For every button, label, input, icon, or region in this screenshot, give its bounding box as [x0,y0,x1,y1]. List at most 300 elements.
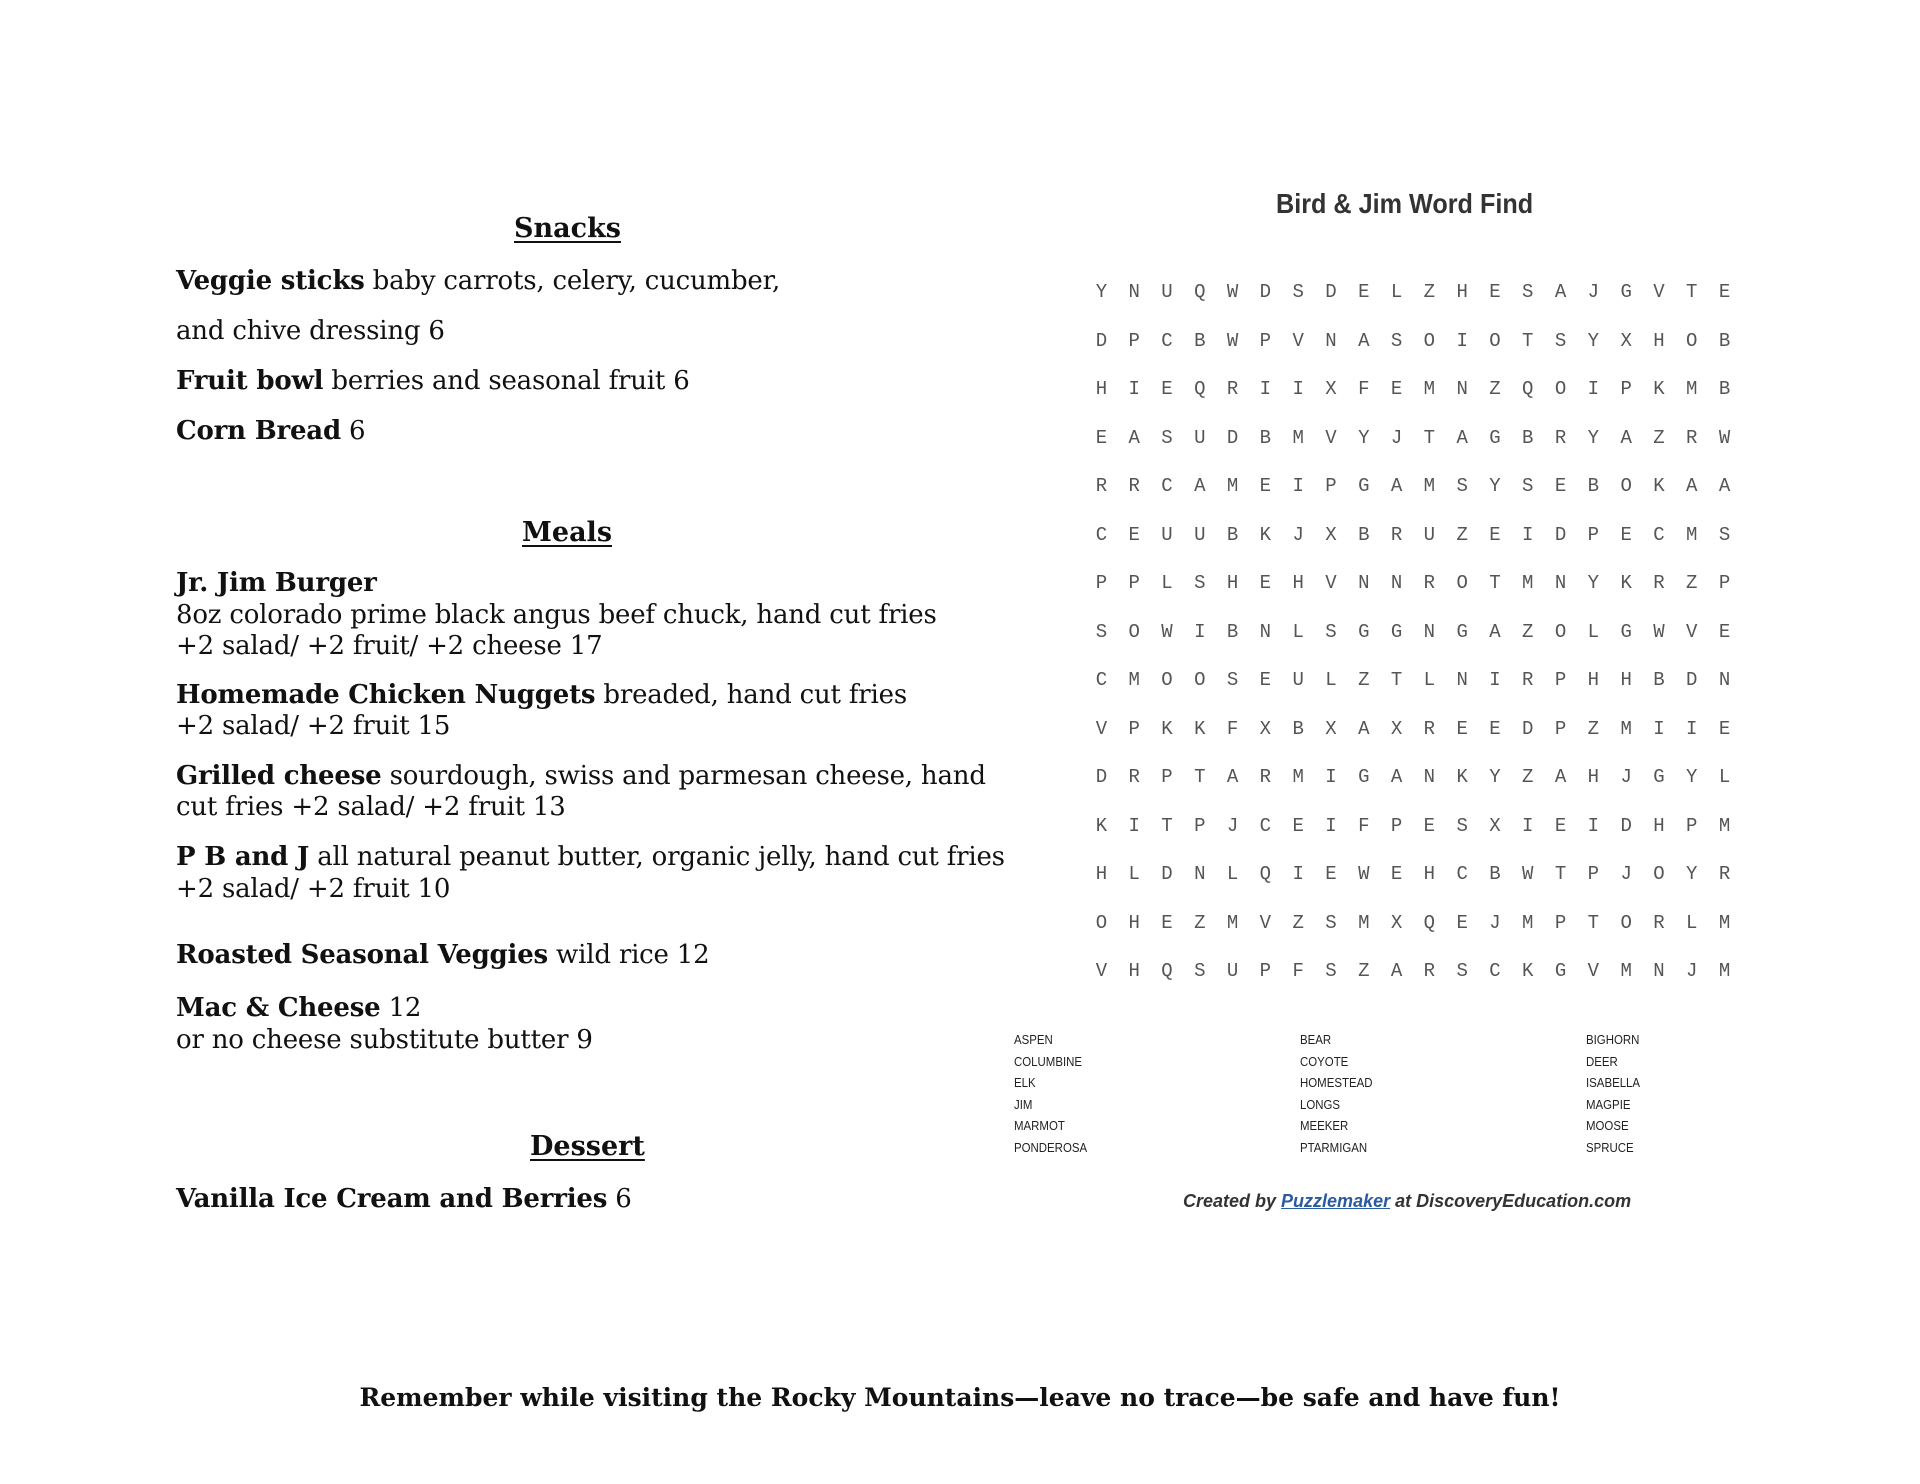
grid-letter: U [1161,523,1173,546]
grid-letter: J [1390,426,1403,449]
grid-letter: L [1292,620,1304,643]
grid-letter: B [1587,475,1600,497]
grid-letter: S [1095,620,1108,643]
word-list-item: PONDEROSA [1014,1140,1088,1155]
word-list-item: JIM [1014,1096,1033,1112]
grid-letter: D [1161,863,1173,885]
grid-letter: T [1161,814,1173,837]
grid-letter: Y [1587,572,1600,594]
grid-letter: P [1620,378,1632,400]
word-list-item: ISABELLA [1586,1075,1641,1091]
grid-letter: R [1423,572,1436,594]
grid-letter: K [1620,572,1632,594]
grid-letter: A [1489,620,1501,643]
grid-letter: H [1587,766,1600,788]
grid-letter: A [1686,475,1698,497]
grid-letter: P [1587,523,1600,546]
grid-letter: N [1423,620,1436,643]
grid-letter: B [1226,620,1239,643]
grid-letter: O [1423,329,1436,352]
grid-letter: B [1292,717,1304,740]
grid-letter: O [1194,669,1206,691]
grid-letter: P [1128,717,1140,740]
menu-item-pbj-extras: +2 salad/ +2 fruit 10 [176,874,451,904]
grid-letter: G [1620,620,1632,643]
grid-letter: Z [1292,911,1304,934]
menu-item-jr-jim-burger: Jr. Jim Burger [176,568,377,598]
grid-row [1085,960,1741,990]
grid-letter: D [1325,281,1337,303]
grid-row [1085,524,1741,554]
grid-letter: U [1161,281,1173,303]
word-list-item: ASPEN [1014,1032,1053,1047]
grid-letter: B [1194,329,1206,352]
grid-letter: Z [1522,620,1534,643]
grid-letter: M [1423,475,1436,497]
grid-row [1085,475,1741,505]
grid-letter: E [1489,523,1501,546]
grid-letter: X [1325,523,1337,546]
grid-letter: B [1522,426,1534,449]
menu-item-mac-alt: or no cheese substitute butter 9 [176,1025,593,1055]
grid-letter: Y [1686,766,1698,788]
grid-letter: E [1292,814,1304,837]
grid-letter: O [1128,620,1140,643]
grid-letter: E [1554,475,1567,497]
menu-item-burger-desc: 8oz colorado prime black angus beef chuck, hand cut fries [176,600,937,630]
menu-item-chicken-nuggets [176,680,907,711]
grid-letter: E [1489,717,1501,740]
grid-letter: G [1358,620,1370,643]
word-list-item: COLUMBINE [1014,1053,1083,1069]
word-list-item: MOOSE [1586,1118,1629,1134]
grid-letter: M [1620,717,1632,740]
grid-letter: M [1226,911,1239,934]
grid-letter: Y [1686,863,1698,885]
grid-row [1085,281,1741,311]
word-list-item: MARMOT [1014,1118,1065,1134]
grid-letter: L [1226,863,1239,885]
grid-letter: R [1653,572,1665,594]
grid-letter: J [1226,814,1239,837]
grid-letter: R [1095,475,1108,497]
grid-letter: I [1128,814,1140,837]
grid-letter: L [1128,863,1140,885]
grid-letter: B [1718,378,1731,400]
grid-row [1085,572,1741,602]
grid-letter: Z [1587,717,1600,740]
grid-letter: A [1358,329,1370,352]
grid-letter: I [1587,378,1600,400]
item-name: Homemade Chicken Nuggets [176,680,596,710]
grid-letter: P [1128,329,1140,352]
grid-letter: A [1390,475,1403,497]
grid-letter: W [1358,863,1370,885]
grid-letter: E [1718,620,1731,643]
grid-letter: W [1226,329,1239,352]
grid-letter: S [1226,669,1239,691]
grid-letter: W [1653,620,1665,643]
grid-letter: P [1554,911,1567,934]
grid-letter: Q [1423,911,1436,934]
grid-letter: E [1489,281,1501,303]
grid-letter: L [1423,669,1436,691]
item-desc: breaded, hand cut fries [595,680,907,710]
grid-letter: V [1095,960,1108,982]
grid-letter: G [1653,766,1665,788]
grid-letter: S [1325,960,1337,982]
grid-letter: H [1653,814,1665,837]
word-list-item: HOMESTEAD [1300,1075,1373,1091]
grid-letter: S [1554,329,1567,352]
grid-letter: T [1686,281,1698,303]
word-list-item: SPRUCE [1586,1140,1634,1155]
grid-letter: Y [1489,475,1501,497]
grid-letter: S [1325,911,1337,934]
grid-letter: S [1456,475,1468,497]
grid-letter: R [1390,523,1403,546]
grid-letter: P [1686,814,1698,837]
grid-letter: O [1620,475,1632,497]
grid-letter: Y [1587,329,1600,352]
grid-letter: K [1522,960,1534,982]
grid-letter: E [1325,863,1337,885]
grid-letter: Q [1259,863,1272,885]
menu-item-veggie-sticks [176,266,780,297]
grid-letter: I [1489,669,1501,691]
grid-letter: J [1292,523,1304,546]
grid-letter: O [1095,911,1108,934]
grid-letter: E [1718,717,1731,740]
grid-letter: L [1686,911,1698,934]
grid-letter: O [1489,329,1501,352]
meals-heading: Meals [522,517,613,548]
grid-letter: R [1522,669,1534,691]
grid-letter: T [1489,572,1501,594]
grid-letter: W [1718,426,1731,449]
grid-letter: N [1259,620,1272,643]
menu-item-mac-cheese [176,993,421,1024]
grid-letter: H [1226,572,1239,594]
grid-letter: O [1554,620,1567,643]
item-desc: berries and seasonal fruit 6 [323,366,690,396]
grid-letter: V [1259,911,1272,934]
grid-letter: M [1718,814,1731,837]
menu-item-grilled-extras: cut fries +2 salad/ +2 fruit 13 [176,792,566,822]
grid-letter: Z [1456,523,1468,546]
grid-letter: M [1718,911,1731,934]
grid-letter: H [1128,960,1140,982]
grid-letter: W [1161,620,1173,643]
menu-item-corn-bread [176,416,365,447]
grid-letter: A [1358,717,1370,740]
grid-letter: C [1653,523,1665,546]
grid-letter: M [1718,960,1731,982]
grid-letter: Q [1522,378,1534,400]
grid-letter: P [1587,863,1600,885]
item-price: 12 [380,993,422,1023]
grid-letter: A [1128,426,1140,449]
item-name: Mac & Cheese [176,993,381,1023]
word-list-item: LONGS [1300,1096,1341,1112]
grid-letter: U [1194,523,1206,546]
grid-letter: S [1522,475,1534,497]
grid-letter: N [1128,281,1140,303]
grid-letter: E [1161,378,1173,400]
grid-letter: T [1554,863,1567,885]
grid-letter: N [1456,669,1468,691]
item-name: P B and J [176,842,310,872]
grid-letter: N [1194,863,1206,885]
menu-item-roasted-veggies [176,940,709,971]
grid-letter: G [1489,426,1501,449]
grid-letter: E [1390,863,1403,885]
item-price: 6 [607,1184,632,1214]
grid-letter: I [1292,475,1304,497]
menu-item-nuggets-extras: +2 salad/ +2 fruit 15 [176,711,451,741]
grid-letter: S [1325,620,1337,643]
grid-letter: I [1194,620,1206,643]
grid-letter: Y [1587,426,1600,449]
grid-letter: D [1095,766,1108,788]
grid-letter: U [1423,523,1436,546]
grid-letter: S [1161,426,1173,449]
grid-letter: P [1194,814,1206,837]
grid-letter: X [1620,329,1632,352]
word-list-item: BEAR [1300,1032,1332,1047]
grid-letter: A [1226,766,1239,788]
word-list-item: MAGPIE [1586,1096,1631,1112]
grid-letter: K [1456,766,1468,788]
grid-letter: S [1390,329,1403,352]
item-name: Corn Bread [176,416,341,446]
grid-letter: M [1292,426,1304,449]
grid-letter: K [1095,814,1108,837]
grid-letter: M [1620,960,1632,982]
grid-letter: E [1423,814,1436,837]
grid-letter: I [1456,329,1468,352]
grid-letter: L [1325,669,1337,691]
grid-row [1085,863,1741,893]
grid-letter: R [1259,766,1272,788]
grid-letter: K [1653,475,1665,497]
grid-letter: X [1489,814,1501,837]
grid-letter: M [1292,766,1304,788]
grid-letter: R [1686,426,1698,449]
grid-letter: S [1456,814,1468,837]
grid-letter: A [1456,426,1468,449]
item-name: Veggie sticks [176,266,365,296]
grid-letter: V [1325,572,1337,594]
grid-letter: N [1423,766,1436,788]
grid-letter: E [1456,717,1468,740]
grid-letter: Q [1161,960,1173,982]
grid-letter: X [1390,911,1403,934]
grid-letter: K [1259,523,1272,546]
grid-letter: T [1522,329,1534,352]
grid-letter: F [1292,960,1304,982]
grid-letter: H [1095,863,1108,885]
grid-letter: O [1456,572,1468,594]
grid-letter: Y [1358,426,1370,449]
grid-letter: T [1587,911,1600,934]
grid-letter: R [1423,960,1436,982]
grid-letter: T [1423,426,1436,449]
grid-letter: M [1686,523,1698,546]
item-name: Vanilla Ice Cream and Berries [176,1184,608,1214]
grid-letter: I [1325,766,1337,788]
grid-letter: P [1259,329,1272,352]
grid-letter: F [1358,814,1370,837]
credit-suffix: at DiscoveryEducation.com [1390,1191,1632,1211]
grid-row [1085,766,1741,796]
grid-letter: E [1259,475,1272,497]
grid-letter: P [1161,766,1173,788]
grid-letter: I [1292,863,1304,885]
snacks-heading: Snacks [514,213,621,244]
grid-letter: X [1325,378,1337,400]
grid-letter: I [1522,814,1534,837]
item-price: 6 [340,416,366,446]
grid-letter: E [1259,572,1272,594]
grid-letter: O [1620,911,1632,934]
grid-letter: Z [1522,766,1534,788]
grid-letter: Z [1653,426,1665,449]
grid-letter: J [1489,911,1501,934]
grid-letter: A [1390,766,1403,788]
grid-letter: B [1718,329,1731,352]
puzzlemaker-credit [1183,1191,1631,1212]
grid-letter: Z [1194,911,1206,934]
item-name: Fruit bowl [176,366,324,396]
grid-letter: H [1095,378,1108,400]
grid-letter: U [1194,426,1206,449]
grid-letter: D [1095,329,1108,352]
grid-letter: Z [1489,378,1501,400]
grid-letter: G [1456,620,1468,643]
grid-letter: U [1292,669,1304,691]
item-name: Grilled cheese [176,761,382,791]
grid-letter: I [1292,378,1304,400]
item-desc: baby carrots, celery, cucumber, [364,266,781,296]
grid-letter: N [1554,572,1567,594]
grid-letter: R [1128,475,1140,497]
grid-letter: A [1718,475,1731,497]
grid-letter: D [1620,814,1632,837]
grid-letter: N [1653,960,1665,982]
grid-letter: P [1128,572,1140,594]
grid-letter: M [1226,475,1239,497]
word-list-item: BIGHORN [1586,1032,1640,1047]
menu-item-veggie-sticks-cont: and chive dressing 6 [176,316,445,346]
grid-letter: L [1587,620,1600,643]
grid-letter: R [1226,378,1239,400]
grid-letter: M [1522,572,1534,594]
grid-letter: E [1554,814,1567,837]
grid-letter: C [1489,960,1501,982]
word-list-item: COYOTE [1300,1053,1349,1069]
grid-letter: I [1587,814,1600,837]
grid-row [1085,621,1741,651]
grid-letter: A [1554,281,1567,303]
grid-letter: G [1358,766,1370,788]
grid-letter: Z [1358,669,1370,691]
grid-letter: V [1587,960,1600,982]
grid-letter: W [1226,281,1239,303]
grid-letter: Q [1194,281,1206,303]
dessert-heading: Dessert [530,1131,645,1162]
grid-letter: H [1423,863,1436,885]
grid-letter: C [1259,814,1272,837]
grid-letter: H [1620,669,1632,691]
word-list-item: PTARMIGAN [1300,1140,1368,1155]
menu-item-burger-extras: +2 salad/ +2 fruit/ +2 cheese 17 [176,631,603,661]
grid-letter: M [1358,911,1370,934]
grid-letter: L [1718,766,1731,788]
credit-prefix: Created by [1183,1191,1282,1211]
grid-letter: C [1161,329,1173,352]
grid-letter: E [1161,911,1173,934]
grid-letter: P [1554,717,1567,740]
grid-letter: G [1620,281,1632,303]
grid-letter: M [1522,911,1534,934]
grid-letter: G [1358,475,1370,497]
grid-row [1085,378,1741,408]
grid-letter: Z [1423,281,1436,303]
grid-letter: P [1554,669,1567,691]
grid-letter: O [1161,669,1173,691]
grid-letter: K [1161,717,1173,740]
grid-letter: I [1653,717,1665,740]
grid-letter: I [1325,814,1337,837]
grid-letter: A [1554,766,1567,788]
grid-letter: N [1325,329,1337,352]
word-list-item: MEEKER [1300,1118,1349,1134]
grid-letter: N [1358,572,1370,594]
grid-letter: F [1226,717,1239,740]
grid-letter: X [1325,717,1337,740]
grid-letter: H [1292,572,1304,594]
grid-letter: P [1095,572,1108,594]
grid-letter: O [1554,378,1567,400]
puzzlemaker-link[interactable]: Puzzlemaker [1281,1191,1391,1211]
grid-letter: P [1718,572,1731,594]
grid-letter: Y [1489,766,1501,788]
grid-letter: K [1194,717,1206,740]
footer-message: Remember while visiting the Rocky Mountains—leave no trace—be safe and have fun! [359,1383,1561,1412]
grid-letter: R [1128,766,1140,788]
grid-letter: E [1095,426,1108,449]
grid-letter: S [1522,281,1534,303]
grid-letter: J [1686,960,1698,982]
grid-letter: J [1587,281,1600,303]
grid-row [1085,912,1741,942]
grid-letter: E [1128,523,1140,546]
grid-letter: A [1390,960,1403,982]
grid-letter: H [1653,329,1665,352]
grid-letter: T [1194,766,1206,788]
word-list-item: DEER [1586,1053,1618,1069]
grid-letter: I [1522,523,1534,546]
grid-letter: S [1194,960,1206,982]
grid-letter: E [1358,281,1370,303]
grid-letter: C [1161,475,1173,497]
item-desc: sourdough, swiss and parmesan cheese, hand [381,761,986,791]
grid-letter: I [1128,378,1140,400]
grid-letter: T [1390,669,1403,691]
grid-letter: Z [1686,572,1698,594]
grid-letter: A [1194,475,1206,497]
